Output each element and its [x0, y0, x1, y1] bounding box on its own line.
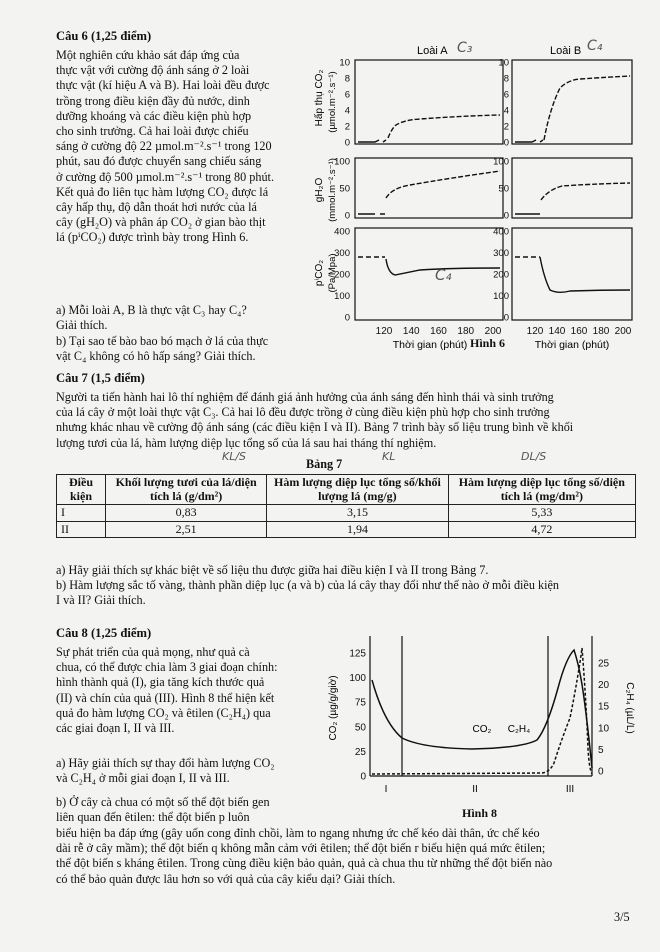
- tick-label: 50: [498, 183, 509, 195]
- text-line: thực vật (kí hiệu A và B). Hai loài đều được: [56, 78, 270, 93]
- ylabel-bot-1: pⁱCO₂: [314, 259, 325, 287]
- q7-question-b: [56, 578, 646, 608]
- hand-note-c4: C₄: [435, 266, 452, 284]
- tick-label: 200: [334, 269, 350, 281]
- table-header: Hàm lượng diệp lục tổng số/khối lượng lá (mg/g): [267, 475, 448, 505]
- x-tick-label: 160: [430, 326, 447, 337]
- hand-note-c3: C₃: [457, 40, 473, 56]
- tick-label: 100: [334, 156, 350, 168]
- panel-b-gh2o: [512, 158, 632, 218]
- table-header: Khối lượng tươi của lá/diện tích lá (g/dm²): [106, 475, 267, 505]
- x-tick-label: 120: [375, 326, 393, 337]
- fig8-label-co2: CO₂: [472, 724, 492, 735]
- table-cell: 2,51: [106, 521, 267, 538]
- q8-heading: Câu 8 (1,25 điểm): [56, 626, 152, 640]
- table-cell: 0,83: [106, 505, 267, 522]
- text-line: cho sinh trưởng. Cả hai loài được chiếu: [56, 124, 249, 139]
- q8-question-b: [56, 795, 346, 825]
- curve-a-co2-dim: [358, 140, 386, 142]
- curve-b-pco2: [540, 257, 630, 292]
- text-line: quả đo hàm lượng CO₂ và êtilen (C₂H₄) qua: [56, 705, 271, 720]
- curve-a-co2: [388, 115, 500, 138]
- tick-label: 0: [344, 137, 350, 149]
- x-tick-label: 120: [526, 326, 544, 337]
- tick-label: 6: [503, 89, 509, 101]
- hand-note-c4-b: C₄: [587, 38, 603, 54]
- tick-label: 10: [339, 57, 350, 69]
- tick-label: 0: [503, 312, 509, 324]
- text-line: có thể bảo quản được lâu hơn so với quả của cây kiểu dại? Giải thích.: [56, 871, 396, 886]
- text-line: dài rễ ở cây mầm); thể đột biến q không mẫn cảm với êtilen; thể đột biến r biểu hiện quá mức êtilen;: [56, 841, 546, 856]
- q6-paragraph: [56, 48, 320, 246]
- q8-continuation: [56, 826, 640, 887]
- fig8-ylabel-left: CO₂ (µg/g/giờ): [328, 675, 339, 741]
- x-tick-label: 180: [457, 326, 475, 337]
- table-7-title: Bảng 7: [306, 457, 343, 471]
- x-tick-label: 200: [484, 326, 502, 337]
- text-line: (II) và chín của quả (III). Hình 8 thể hiện kết: [56, 690, 275, 705]
- text-line: cây (gH₂O) và phân áp CO₂ ở gian bào thịt: [56, 215, 266, 230]
- curve-a-gh2o: [386, 171, 500, 198]
- fig8-left-ticks: [349, 649, 366, 783]
- species-b-label: Loài B: [550, 45, 582, 57]
- text-line: của lá cây ở một loài thực vật C₃. Cả hai lô đều được trồng ở cùng điều kiện phù hợp cho sinh trưởng: [56, 405, 550, 420]
- fig8-tick-label: 20: [598, 680, 610, 692]
- tick-label: 0: [503, 210, 509, 222]
- table-row: [57, 521, 636, 538]
- table-cell: 1,94: [267, 521, 448, 538]
- table-cell: I: [57, 505, 106, 522]
- text-line: a) Mỗi loài A, B là thực vật C₃ hay C₄?: [56, 303, 247, 317]
- ylabel-bot-2: (Pa/Mpa): [327, 253, 338, 293]
- ylabel-mid-1: gH₂O: [314, 177, 325, 203]
- panel-b-pco2: [512, 228, 632, 320]
- q8-paragraph: [56, 645, 318, 736]
- fig8-tick-label: 100: [349, 673, 366, 685]
- tick-label: 0: [344, 312, 350, 324]
- fig8-tick-label: 50: [354, 722, 366, 734]
- curve-b-co2: [544, 76, 630, 140]
- ylabel-top-1: Hấp thụ CO₂: [314, 69, 325, 127]
- fig8-ylabel-right: C₂H₄ (µL/L): [624, 682, 635, 734]
- fig8-tick-label: 125: [349, 648, 366, 660]
- text-line: biểu hiện ba đáp ứng (gây uốn cong đỉnh chồi, làm to ngang nhưng ức chế kéo dài thân, ức chế kéo: [56, 826, 540, 840]
- x-tick-label: 140: [548, 326, 566, 337]
- curve-c2h4: [372, 648, 592, 774]
- text-line: b) Tại sao tế bào bao bó mạch ở lá của thực: [56, 334, 269, 348]
- tick-label: 100: [493, 291, 509, 302]
- species-a-label: Loài A: [417, 45, 448, 57]
- text-line: b) Hàm lượng sắc tố vàng, thành phần diệp lục (a và b) của lá cây thay đổi như thế nào ở mỗi điều kiện: [56, 578, 559, 592]
- text-line: thực vật với cường độ ánh sáng ở 2 loài: [56, 63, 250, 78]
- tick-label: 0: [344, 210, 350, 222]
- fig8-stage-i: I: [384, 784, 388, 795]
- tick-label: 10: [498, 57, 509, 69]
- fig8-tick-label: 0: [360, 771, 366, 783]
- text-line: lá (pⁱCO₂) được trình bày trong Hình 6.: [56, 230, 249, 245]
- figure-8: [322, 628, 640, 818]
- tick-label: 100: [493, 156, 509, 168]
- ylabel-top-2: (µmol.m⁻².s⁻¹): [327, 71, 338, 133]
- text-line: Kết quả đo liên tục hàm lượng CO₂ được lá: [56, 184, 269, 199]
- curve-b-co2-dim: [515, 140, 543, 142]
- tick-label: 2: [344, 121, 350, 133]
- table-row: [57, 505, 636, 522]
- text-line: sáng ở cường độ 22 µmol.m⁻².s⁻¹ trong 120: [56, 139, 272, 154]
- fig8-tick-label: 25: [598, 658, 610, 670]
- xticks-b: [527, 326, 632, 337]
- text-line: hình thành quả (I), gia tăng kích thước quả: [56, 675, 265, 690]
- fig8-tick-label: 75: [354, 697, 366, 709]
- fig8-right-ticks: [598, 659, 610, 778]
- table-7: [56, 474, 636, 538]
- xlabel-a: Thời gian (phút): [392, 339, 468, 351]
- text-line: Người ta tiến hành hai lô thí nghiệm để đánh giá ảnh hưởng của ánh sáng đến hình thái và sinh trưởng: [56, 390, 554, 404]
- text-line: Một nghiên cứu khảo sát đáp ứng của: [56, 48, 240, 62]
- q7-paragraph: [56, 390, 640, 451]
- table-header: Hàm lượng diệp lục tổng số/diện tích lá (mg/dm²): [448, 475, 635, 505]
- text-line: lượng tươi của lá, hàm lượng diệp lục tổng số của lá sau hai tháng thí nghiệm.: [56, 435, 437, 450]
- x-tick-label: 160: [570, 326, 588, 337]
- text-line: nhưng khác nhau về cường độ ánh sáng (các điều kiện I và II). Bảng 7 trình bày số liệu trung bình về khối: [56, 420, 574, 435]
- x-tick-label: 180: [592, 326, 610, 337]
- fig8-tick-label: 15: [598, 701, 610, 713]
- text-line: phút, sau đó được chuyển sang chiếu sáng: [56, 154, 262, 169]
- table-cell: 3,15: [267, 505, 448, 522]
- tick-label: 400: [493, 226, 509, 238]
- ticks-b: [493, 58, 509, 324]
- fig8-tick-label: 10: [598, 723, 610, 735]
- text-line: b) Ở cây cà chua có một số thể đột biến gen: [56, 795, 270, 809]
- hand-note-kl: KL: [382, 450, 396, 463]
- tick-label: 8: [503, 73, 509, 85]
- table-cell: II: [57, 521, 106, 538]
- tick-label: 50: [339, 183, 350, 195]
- tick-label: 300: [493, 248, 509, 259]
- fig8-label-c2h4: C₂H₄: [507, 724, 531, 735]
- text-line: dưỡng khoáng và các điều kiện phù hợp: [56, 108, 252, 123]
- text-line: Sự phát triển của quả mọng, như quả cà: [56, 645, 250, 659]
- table-header: Điều kiện: [57, 475, 106, 505]
- q8-question-a: [56, 756, 346, 786]
- tick-label: 0: [503, 137, 509, 149]
- table-cell: 4,72: [448, 521, 635, 538]
- page-number: 3/5: [614, 910, 630, 924]
- tick-label: 100: [334, 291, 350, 302]
- text-line: chua, có thể được chia làm 3 giai đoạn chính:: [56, 660, 278, 675]
- curve-co2: [372, 650, 592, 768]
- figure-6: [300, 28, 645, 358]
- text-line: liên quan đến êtilen: thể đột biến p luôn: [56, 810, 250, 825]
- hand-note-dl-s: DL/S: [521, 450, 547, 463]
- panel-a-gh2o: [355, 158, 503, 218]
- text-line: a) Hãy giải thích sự thay đổi hàm lượng CO₂: [56, 756, 275, 770]
- panel-a-pco2: [355, 228, 503, 320]
- fig8-tick-label: 5: [598, 744, 604, 756]
- text-line: và C₂H₄ ở mỗi giai đoạn I, II và III.: [56, 771, 230, 786]
- ylabel-mid-2: (mmol.m⁻².s⁻¹): [327, 158, 338, 222]
- panel-b-co2: [512, 60, 632, 144]
- text-line: thể đột biến s kháng êtilen. Trong cùng điều kiện bảo quản, quả cà chua thu từ những thể đột biến nào: [56, 856, 553, 871]
- text-line: các giai đoạn I, II và III.: [56, 721, 175, 736]
- tick-label: 200: [493, 269, 509, 281]
- fig8-tick-label: 0: [598, 766, 604, 778]
- tick-label: 300: [334, 248, 350, 259]
- q6-heading: Câu 6 (1,25 điểm): [56, 29, 152, 43]
- tick-label: 4: [344, 105, 350, 117]
- tick-label: 8: [344, 73, 350, 85]
- tick-label: 4: [503, 105, 509, 117]
- text-line: I và II? Giải thích.: [56, 593, 146, 608]
- curve-b-gh2o: [541, 183, 630, 200]
- fig8-tick-label: 25: [354, 746, 366, 758]
- fig8-stage-ii: II: [472, 784, 478, 795]
- xlabel-b: Thời gian (phút): [534, 339, 610, 351]
- text-line: trồng trong điều kiện đầy đủ nước, dinh: [56, 93, 250, 108]
- tick-label: 6: [344, 89, 350, 101]
- text-line: ở cường độ 500 µmol.m⁻².s⁻¹ trong 80 phút.: [56, 169, 274, 184]
- hand-note-kl-s: KL/S: [222, 450, 247, 463]
- table-cell: 5,33: [448, 505, 635, 522]
- text-line: cây hấp thụ, độ dẫn thoát hơi nước của lá: [56, 200, 257, 215]
- q7-question-a: a) Hãy giải thích sự khác biệt về số liệu thu được giữa hai điều kiện I và II trong Bảng 7.: [56, 563, 489, 577]
- panel-a-co2: [355, 60, 503, 144]
- tick-label: 400: [334, 226, 350, 238]
- tick-label: 2: [503, 121, 509, 133]
- text-line: Giải thích.: [56, 318, 108, 333]
- figure-8-caption: Hình 8: [462, 806, 498, 820]
- q7-heading: Câu 7 (1,5 điểm): [56, 371, 145, 385]
- x-tick-label: 140: [402, 326, 420, 337]
- x-tick-label: 200: [614, 326, 632, 337]
- figure-6-caption: Hình 6: [470, 336, 506, 350]
- text-line: vật C₄ không có hô hấp sáng? Giải thích.: [56, 349, 256, 364]
- fig8-stage-iii: III: [565, 784, 575, 795]
